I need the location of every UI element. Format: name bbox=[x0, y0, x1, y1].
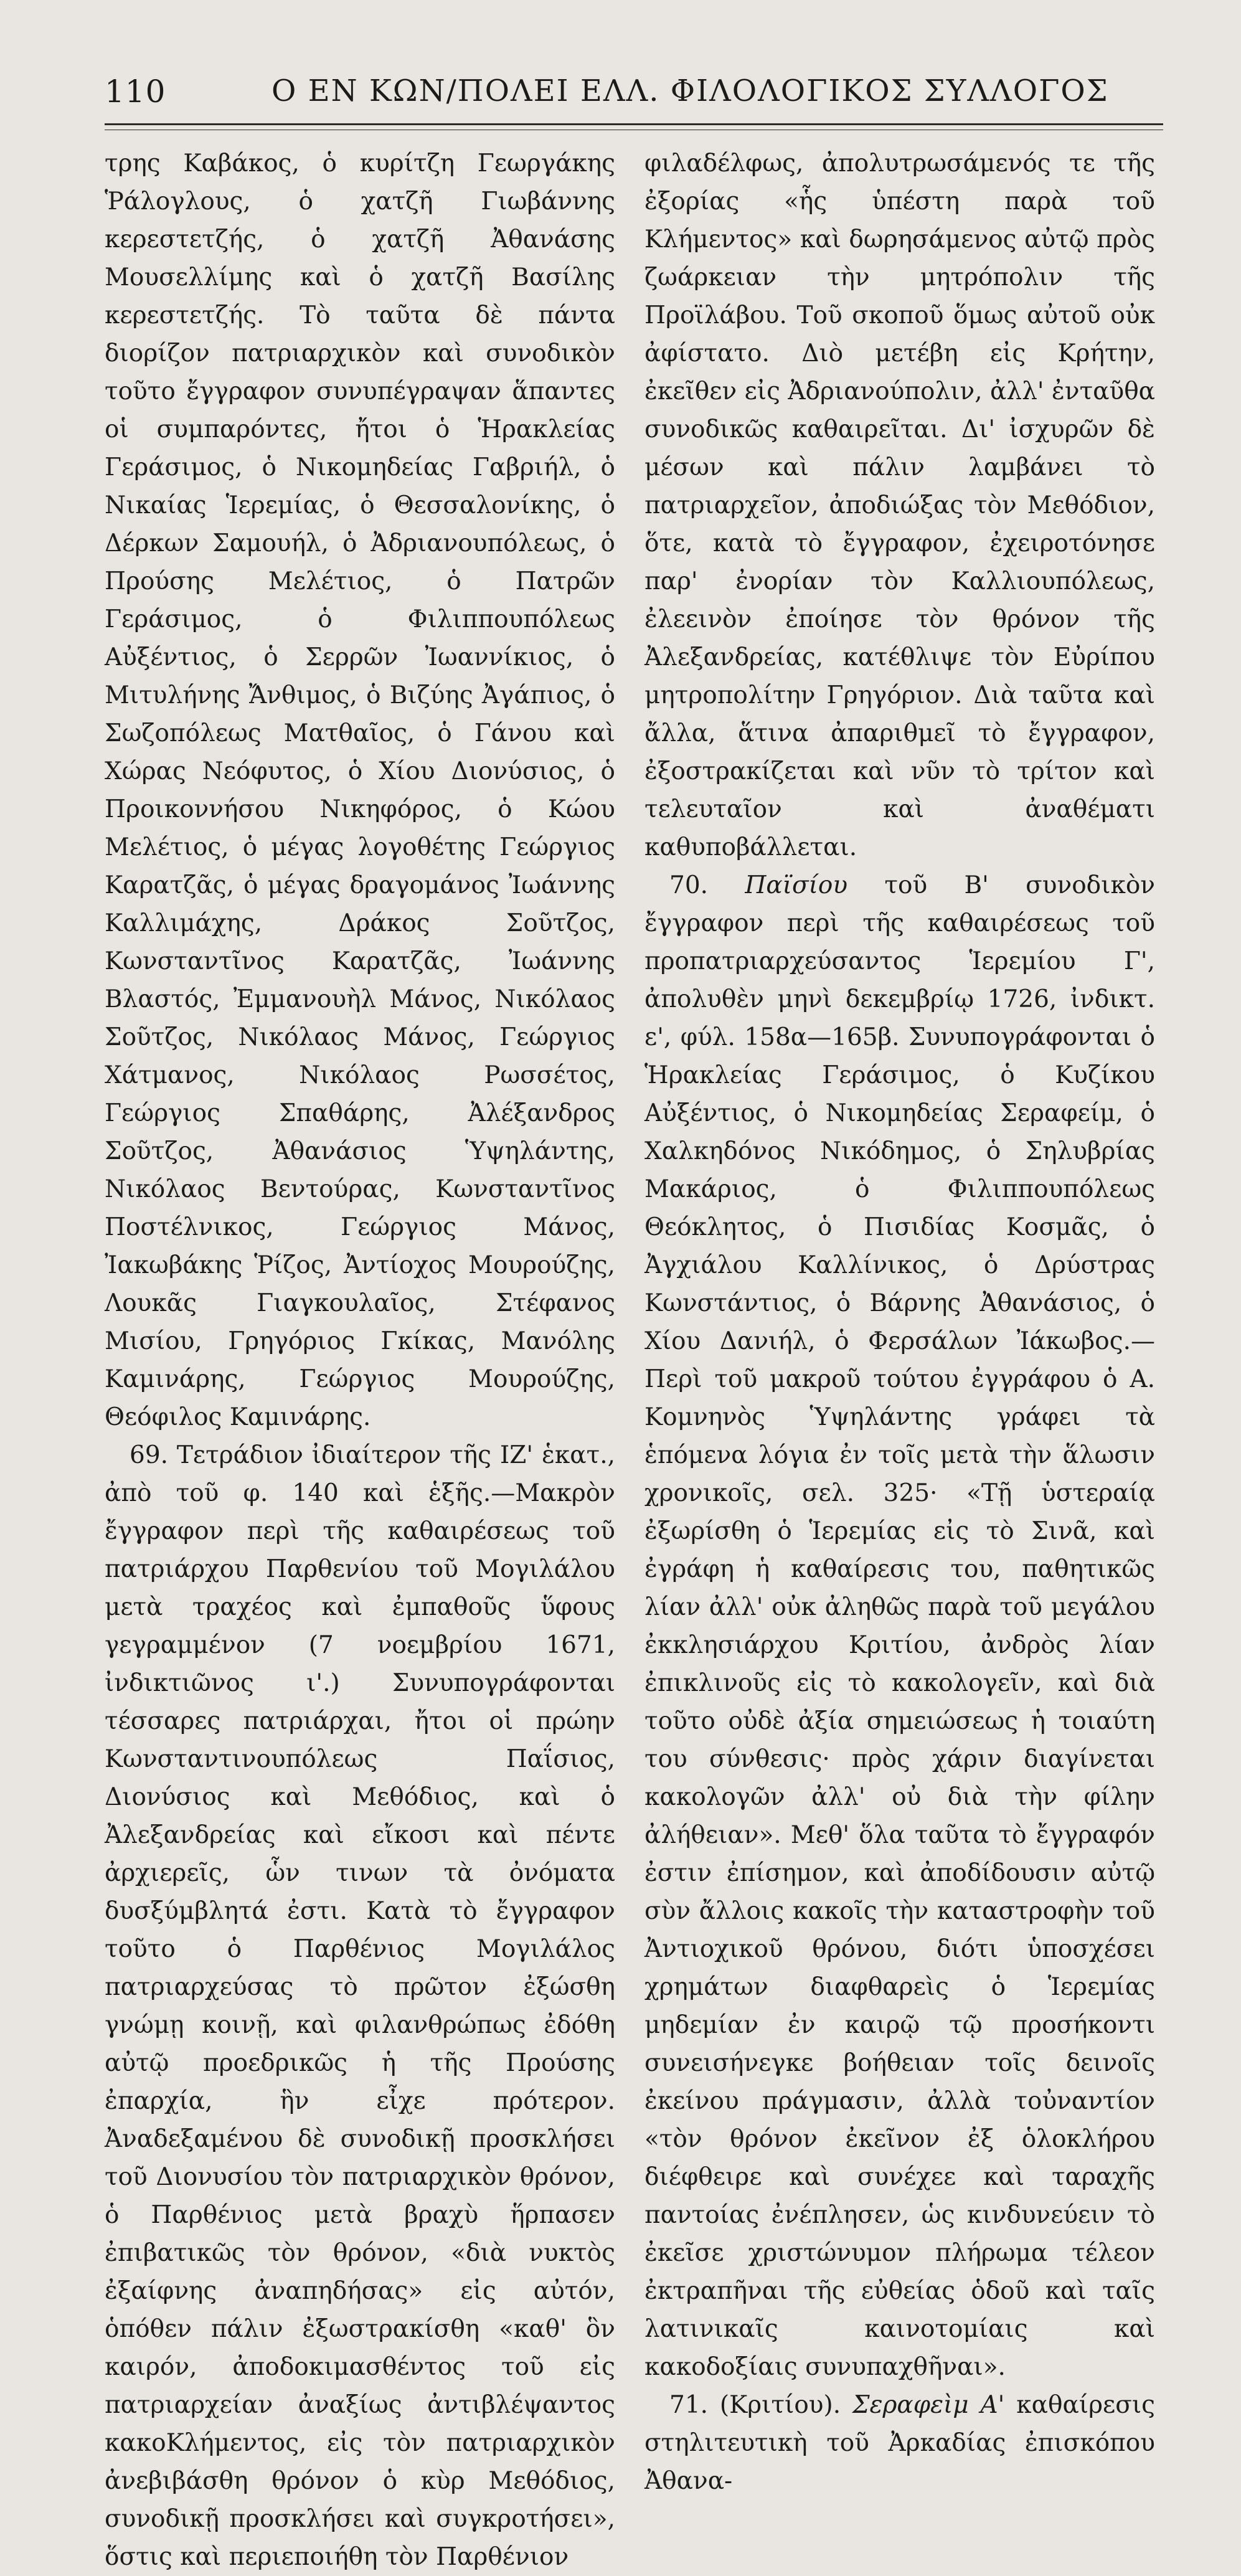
entry-69: 69. Τετράδιον ἰδιαίτερον τῆς ΙΖ' ἑκατ., ἀπὸ τοῦ φ. 140 καὶ ἑξῆς.—Μακρὸν ἔγγραφον περὶ τῆς καθαιρέσεως τοῦ πατριάρχου Παρθενίου τοῦ Μογιλάλου μετὰ τραχέος καὶ ἐμπαθοῦς ὕφους γεγραμμένον (7 νοεμβρίου 1671, ἰνδικτιῶνος ι'.) Συνυπογράφονται τέσσαρες πατριάρχαι, ἤτοι οἱ πρώην Κωνσταντινουπόλεως Παΐσιος, Διονύσιος καὶ Μεθόδιος, καὶ ὁ Ἀλεξανδρείας καὶ εἴκοσι καὶ πέντε ἀρχιερεῖς, ὧν τινων τὰ ὀνόματα δυσξύμβλητά ἐστι. Κατὰ τὸ ἔγγραφον τοῦτο ὁ Παρθένιος Μογιλάλος πατριαρχεύσας τὸ πρῶτον ἐξώσθη γνώμῃ κοινῇ, καὶ φιλανθρώπως ἐδόθη αὐτῷ προεδρικῶς ἡ τῆς Προύσης ἐπαρχία, ἣν εἶχε πρότερον. Ἀναδεξαμένου δὲ συνοδικῇ προσκλήσει τοῦ Διονυσίου τὸν πατριαρχικὸν θρόνον, ὁ Παρθένιος μετὰ βραχὺ ἥρπασεν ἐπιβατικῶς τὸν θρόνον, «διὰ νυκτὸς ἐξαίφνης ἀναπηδήσας» εἰς αὐτόν, ὁπόθεν πάλιν ἐξωστρακίσθη «καθ' ὃν καιρόν, ἀποδοκιμασθέντος τοῦ εἰς πατριαρχείαν ἀναξίως ἀντιβλέψαντος κακοΚλήμεντος, εἰς τὸν πατριαρχικὸν ἀνεβιβάσθη θρόνον ὁ κὺρ Μεθόδιος, συνοδικῇ προσκλήσει καὶ συγκροτήσει», ὅστις καὶ περιεποιήθη τὸν Παρθένιον bbox=[105, 1441, 615, 2571]
entry-70-number: 70. bbox=[669, 871, 709, 899]
page-number: 110 bbox=[105, 73, 166, 110]
paragraph-signatories: τρης Καβάκος, ὁ κυρίτζη Γεωργάκης Ῥάλογλους, ὁ χατζῆ Γιωβάννης κερεστετζής, ὁ χατζῆ Ἀθανάσης Μουσελλίμης καὶ ὁ χατζῆ Βασίλης κερεστετζής. Τὸ ταῦτα δὲ πάντα διορίζον πατριαρχικὸν καὶ συνοδικὸν τοῦτο ἔγγραφον συνυπέγραψαν ἅπαντες οἱ συμπαρόντες, ἤτοι ὁ Ἡρακλείας Γεράσιμος, ὁ Νικομηδείας Γαβριήλ, ὁ Νικαίας Ἱερεμίας, ὁ Θεσσαλονίκης, ὁ Δέρκων Σαμουήλ, ὁ Ἀδριανουπόλεως, ὁ Προύσης Μελέτιος, ὁ Πατρῶν Γεράσιμος, ὁ Φιλιππουπόλεως Αὐξέντιος, ὁ Σερρῶν Ἰωαννίκιος, ὁ Μιτυλήνης Ἄνθιμος, ὁ Βιζύης Ἀγάπιος, ὁ Σωζοπόλεως Ματθαῖος, ὁ Γάνου καὶ Χώρας Νεόφυτος, ὁ Χίου Διονύσιος, ὁ Προικοννήσου Νικηφόρος, ὁ Κώου Μελέτιος, ὁ μέγας λογοθέτης Γεώργιος Καρατζᾶς, ὁ μέγας δραγομάνος Ἰωάννης Καλλιμάχης, Δράκος Σοῦτζος, Κωνσταντῖνος Καρατζᾶς, Ἰωάννης Βλαστός, Ἐμμανουὴλ Μάνος, Νικόλαος Σοῦτζος, Νικόλαος Μάνος, Γεώργιος Χάτμανος, Νικόλαος Ρωσσέτος, Γεώργιος Σπαθάρης, Ἀλέξανδρος Σοῦτζος, Ἀθανάσιος Ὑψηλάντης, Νικόλαος Βεντούρας, Κωνσταντῖνος Ποστέλνικος, Γεώργιος Μάνος, Ἰακωβάκης Ῥίζος, Ἀντίοχος Μουρούζης, Λουκᾶς Γιαγκουλαῖος, Στέφανος Μισίου, Γρηγόριος Γκίκας, Μανόλης Καμινάρης, Γεώργιος Μουρούζης, Θεόφιλος Καμινάρης. bbox=[105, 149, 615, 1431]
right-column bbox=[644, 144, 1155, 2500]
left-column bbox=[105, 144, 615, 2576]
entry-70-text: τοῦ Β' συνοδικὸν ἔγγραφον περὶ τῆς καθαιρέσεως τοῦ προπατριαρχεύσαντος Ἱερεμίου Γ', ἀπολυθὲν μηνὶ δεκεμβρίῳ 1726, ἰνδικτ. ε', φύλ. 158α—165β. Συνυπογράφονται ὁ Ἡρακλείας Γεράσιμος, ὁ Κυζίκου Αὐξέντιος, ὁ Νικομηδείας Σεραφείμ, ὁ Χαλκηδόνος Νικόδημος, ὁ Σηλυβρίας Μακάριος, ὁ Φιλιππουπόλεως Θεόκλητος, ὁ Πισιδίας Κοσμᾶς, ὁ Ἀγχιάλου Καλλίνικος, ὁ Δρύστρας Κωνστάντιος, ὁ Βάρνης Ἀθανάσιος, ὁ Χίου Δανιήλ, ὁ Φερσάλων Ἰάκωβος.— Περὶ τοῦ μακροῦ τούτου ἐγγράφου ὁ Α. Κομνηνὸς Ὑψηλάντης γράφει τὰ ἑπόμενα λόγια ἐν τοῖς μετὰ τὴν ἅλωσιν χρονικοῖς, σελ. 325· «Τῇ ὑστεραίᾳ ἐξωρίσθη ὁ Ἱερεμίας εἰς τὸ Σινᾶ, καὶ ἐγράφη ἡ καθαίρεσις του, παθητικῶς λίαν ἀλλ' οὐκ ἀληθῶς παρὰ τοῦ μεγάλου ἐκκλησιάρχου Κριτίου, ἀνδρὸς λίαν ἐπικλινοῦς εἰς τὸ κακολογεῖν, καὶ διὰ τοῦτο οὐδὲ ἀξία σημειώσεως ἡ τοιαύτη του σύνθεσις· πρὸς χάριν διαγίνεται κακολογῶν ἀλλ' οὐ διὰ τὴν φίλην ἀλήθειαν». Μεθ' ὅλα ταῦτα τὸ ἔγγραφόν ἐστιν ἐπίσημον, καὶ ἀποδίδουσιν αὐτῷ σὺν ἄλλοις κακοῖς τὴν καταστροφὴν τοῦ Ἀντιοχικοῦ θρόνου, διότι ὑποσχέσει χρημάτων διαφθαρεὶς ὁ Ἱερεμίας μηδεμίαν ἐν καιρῷ τῷ προσήκοντι συνεισήνεγκε βοήθειαν τοῖς δεινοῖς ἐκείνου πράγμασιν, ἀλλὰ τοὐναντίον «τὸν θρόνον ἐκεῖνον ἐξ ὁλοκλήρου διέφθειρε καὶ συνέχεε καὶ ταραχῆς παντοίας ἐνέπλησεν, ὡς κινδυνεύειν τὸ ἐκεῖσε χριστώνυμον πλήρωμα τέλεον ἐκτραπῆναι τῆς εὐθείας ὁδοῦ καὶ ταῖς λατινικαῖς καινοτομίαις καὶ κακοδοξίαις συνυπαχθῆναι». bbox=[644, 871, 1156, 2381]
running-head: Ο ΕΝ ΚΩΝ/ΠΟΛΕΙ ΕΛΛ. ΦΙΛΟΛΟΓΙΚΟΣ ΣΥΛΛΟΓΟΣ bbox=[271, 73, 1109, 108]
entry-71-name: Σεραφεὶμ Α' bbox=[852, 2391, 1005, 2419]
entry-70 bbox=[644, 866, 1155, 2386]
entry-71-number: 71. (Κριτίου). bbox=[669, 2391, 841, 2419]
entry-70-name: Παϊσίου bbox=[745, 871, 848, 899]
header-rule-thick bbox=[105, 123, 1163, 125]
entry-71-text: καθαίρεσις στηλιτευτικὴ τοῦ Ἀρκαδίας ἐπισκόπου Ἀθανα- bbox=[644, 2391, 1155, 2495]
entry-71 bbox=[644, 2386, 1155, 2500]
paragraph-continuation: φιλαδέλφως, ἀπολυτρωσάμενός τε τῆς ἐξορίας «ἧς ὑπέστη παρὰ τοῦ Κλήμεντος» καὶ δωρησάμενος αὐτῷ πρὸς ζωάρκειαν τὴν μητρόπολιν τῆς Προϊλάβου. Τοῦ σκοποῦ ὅμως αὐτοῦ οὐκ ἀφίστατο. Διὸ μετέβη εἰς Κρήτην, ἐκεῖθεν εἰς Ἀδριανούπολιν, ἀλλ' ἐνταῦθα συνοδικῶς καθαιρεῖται. Δι' ἰσχυρῶν δὲ μέσων καὶ πάλιν λαμβάνει τὸ πατριαρχεῖον, ἀποδιώξας τὸν Μεθόδιον, ὅτε, κατὰ τὸ ἔγγραφον, ἐχειροτόνησε παρ' ἐνορίαν τὸν Καλλιουπόλεως, ἐλεεινὸν ἐποίησε τὸν θρόνον τῆς Ἀλεξανδρείας, κατέθλιψε τὸν Εὐρίπου μητροπολίτην Γρηγόριον. Διὰ ταῦτα καὶ ἄλλα, ἅτινα ἀπαριθμεῖ τὸ ἔγγραφον, ἐξοστρακίζεται καὶ νῦν τὸ τρίτον καὶ τελευταῖον καὶ ἀναθέματι καθυποβάλλεται. bbox=[644, 149, 1156, 861]
